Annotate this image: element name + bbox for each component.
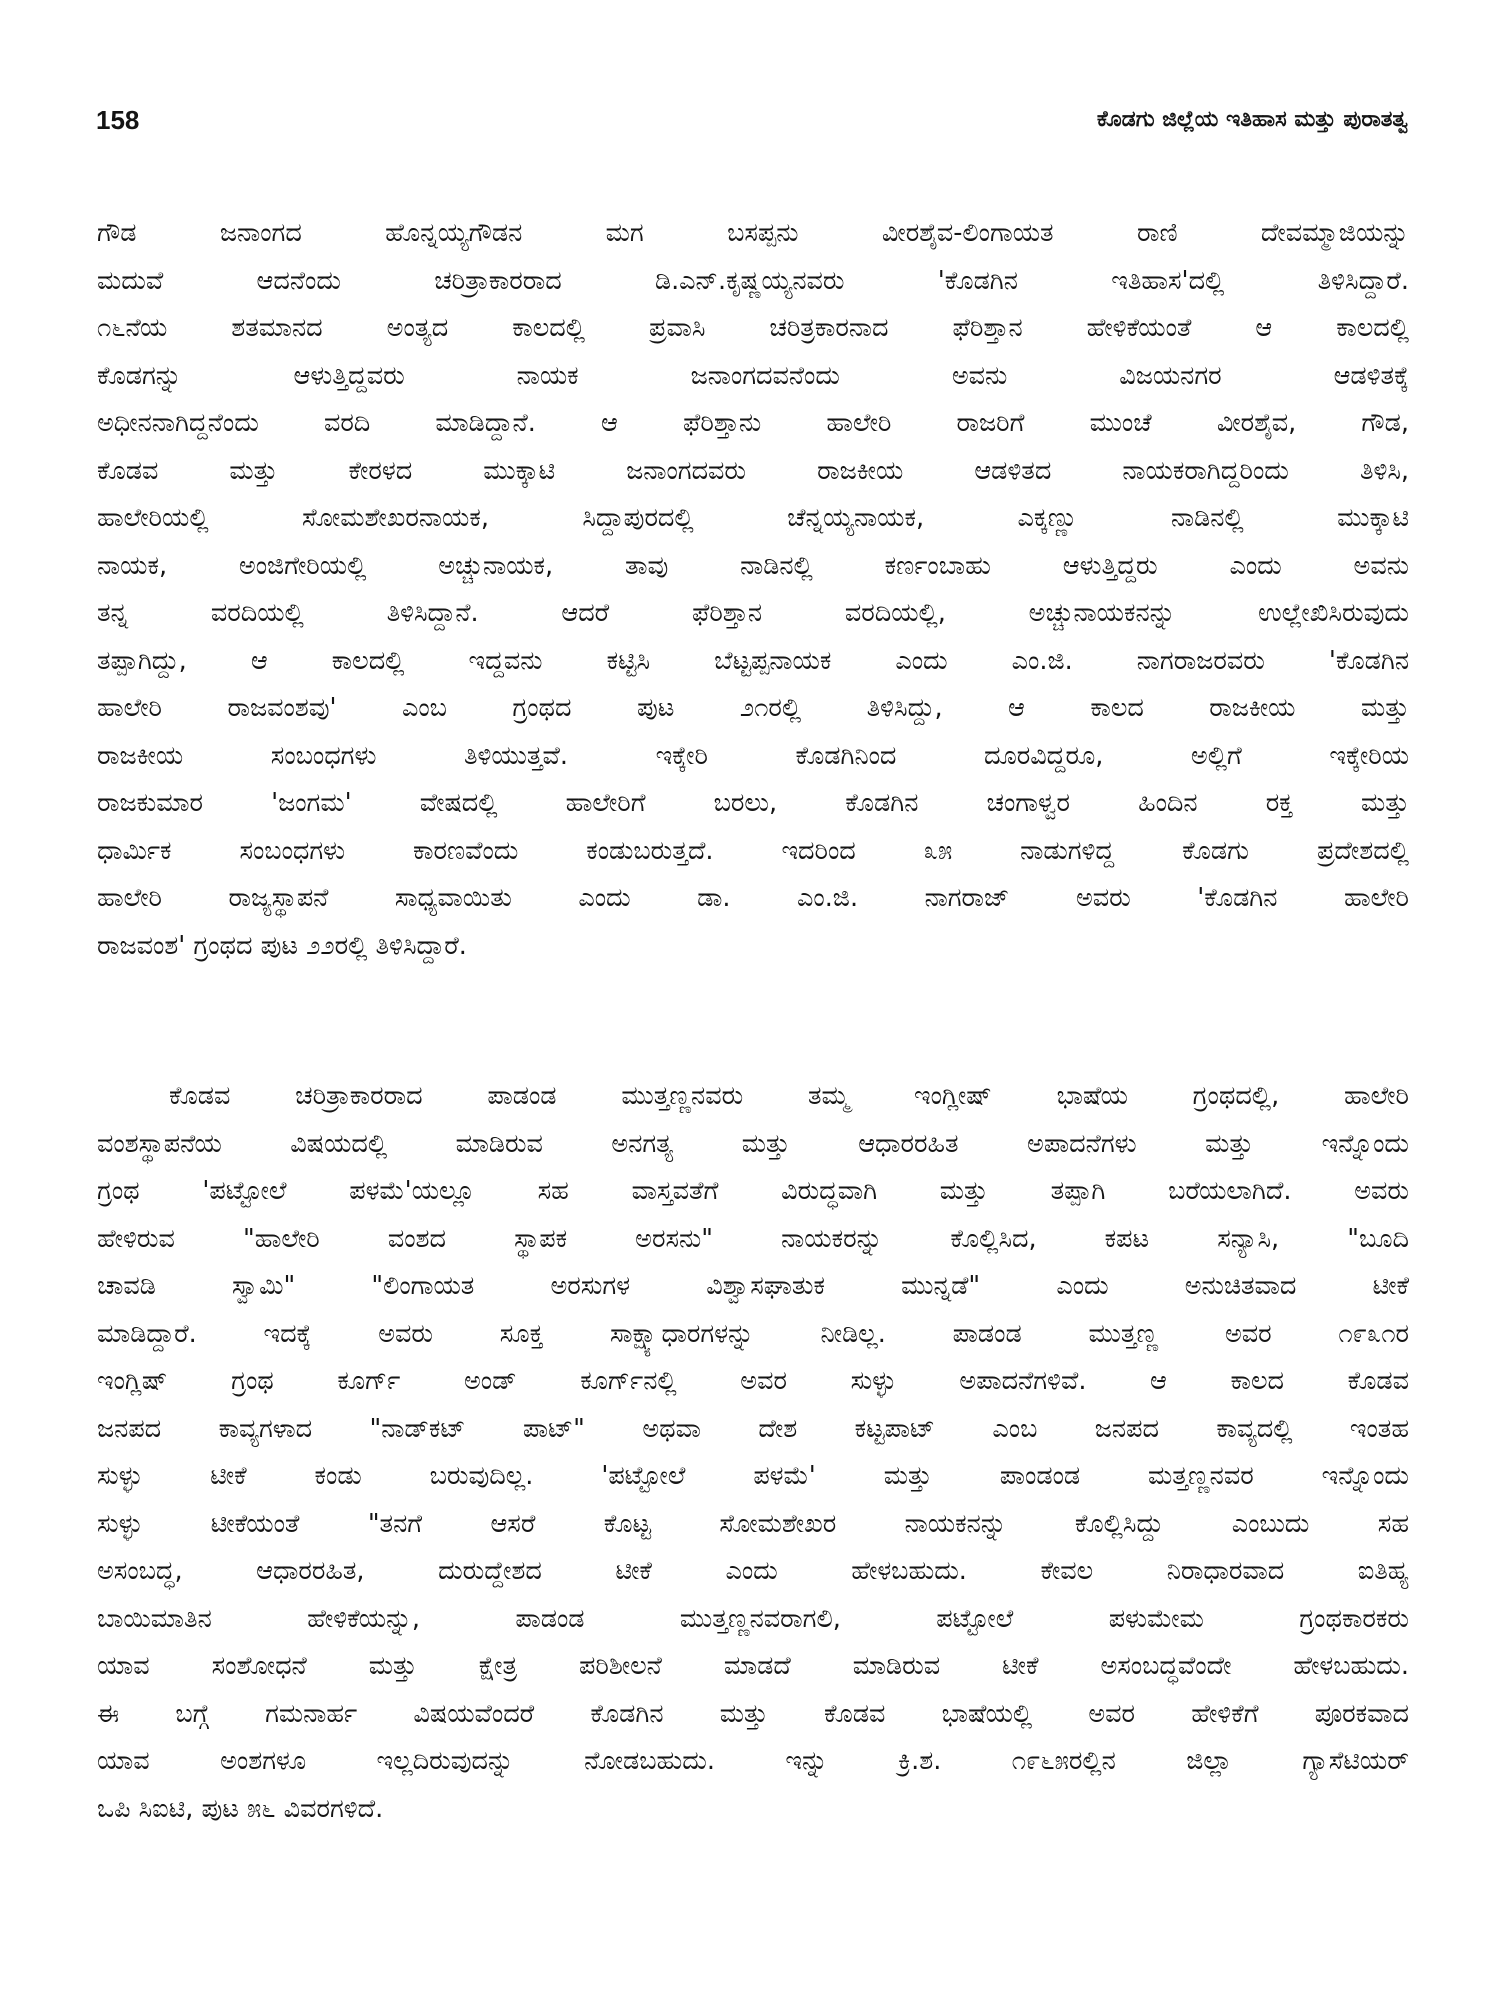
text-line: ಈ ಬಗ್ಗೆ ಗಮನಾರ್ಹ ವಿಷಯವೆಂದರೆ ಕೊಡಗಿನ ಮತ್ತು ಕೊಡವ ಭಾಷೆಯಲ್ಲಿ ಅವರ ಹೇಳಿಕೆಗೆ ಪೂರಕವಾದ	[97, 1698, 1409, 1729]
text-line: ಚಾವಡಿ ಸ್ವಾಮಿ" "ಲಿಂಗಾಯತ ಅರಸುಗಳ ವಿಶ್ವಾಸಘಾತುಕ ಮುನ್ನಡೆ" ಎಂದು ಅನುಚಿತವಾದ ಟೀಕೆ	[97, 1271, 1409, 1301]
text-line: ಮದುವೆ ಆದನೆಂದು ಚರಿತ್ರಾಕಾರರಾದ ಡಿ.ಎನ್.ಕೃಷ್ಣಯ್ಯನವರು 'ಕೊಡಗಿನ ಇತಿಹಾಸ'ದಲ್ಲಿ ತಿಳಿಸಿದ್ದಾರೆ.	[97, 265, 1409, 296]
text-line: ಒಪಿ ಸಿಐಟಿ, ಪುಟ ೫೬ ವಿವರಗಳಿದೆ.	[97, 1793, 384, 1824]
text-line: ಇಂಗ್ಲಿಷ್ ಗ್ರಂಥ ಕೂರ್ಗ್ ಅಂಡ್ ಕೂರ್ಗ್‌ನಲ್ಲಿ ಅವರ ಸುಳ್ಳು ಅಪಾದನೆಗಳಿವೆ. ಆ ಕಾಲದ ಕೊಡವ	[97, 1366, 1409, 1396]
text-line: ಸುಳ್ಳು ಟೀಕೆಯಂತೆ "ತನಗೆ ಆಸರೆ ಕೊಟ್ಟ ಸೋಮಶೇಖರ ನಾಯಕನನ್ನು ಕೊಲ್ಲಿಸಿದ್ದು ಎಂಬುದು ಸಹ	[97, 1508, 1409, 1539]
text-line: ಹಾಲೇರಿಯಲ್ಲಿ ಸೋಮಶೇಖರನಾಯಕ, ಸಿದ್ದಾಪುರದಲ್ಲಿ ಚೆನ್ನಯ್ಯನಾಯಕ, ಎಕ್ಕಣ್ಣು ನಾಡಿನಲ್ಲಿ ಮುಕ್ಕಾಟಿ	[97, 503, 1409, 533]
text-line: ಹಾಲೇರಿ ರಾಜವಂಶವು' ಎಂಬ ಗ್ರಂಥದ ಪುಟ ೨೧ರಲ್ಲಿ ತಿಳಿಸಿದ್ದು, ಆ ಕಾಲದ ರಾಜಕೀಯ ಮತ್ತು	[97, 693, 1409, 723]
text-line: ರಾಜಕುಮಾರ 'ಜಂಗಮ' ವೇಷದಲ್ಲಿ ಹಾಲೇರಿಗೆ ಬರಲು, ಕೊಡಗಿನ ಚಂಗಾಳ್ವರ ಹಿಂದಿನ ರಕ್ತ ಮತ್ತು	[97, 788, 1409, 818]
text-line: ಕೊಡವ ಚರಿತ್ರಾಕಾರರಾದ ಪಾಡಂಡ ಮುತ್ತಣ್ಣನವರು ತಮ್ಮ ಇಂಗ್ಲೀಷ್ ಭಾಷೆಯ ಗ್ರಂಥದಲ್ಲಿ, ಹಾಲೇರಿ	[169, 1081, 1409, 1111]
text-line: ತನ್ನ ವರದಿಯಲ್ಲಿ ತಿಳಿಸಿದ್ದಾನೆ. ಆದರೆ ಫೆರಿಶ್ತಾನ ವರದಿಯಲ್ಲಿ, ಅಚ್ಚುನಾಯಕನನ್ನು ಉಲ್ಲೇಖಿಸಿರುವುದು	[97, 598, 1409, 628]
running-header	[96, 104, 1408, 148]
text-line: ಸುಳ್ಳು ಟೀಕೆ ಕಂಡು ಬರುವುದಿಲ್ಲ. 'ಪಟ್ಟೋಲೆ ಪಳಮೆ' ಮತ್ತು ಪಾಂಡಂಡ ಮತ್ತಣ್ಣನವರ ಇನ್ನೊಂದು	[97, 1461, 1409, 1491]
text-line: ಗೌಡ ಜನಾಂಗದ ಹೊನ್ನಯ್ಯಗೌಡನ ಮಗ ಬಸಪ್ಪನು ವೀರಶೈವ-ಲಿಂಗಾಯತ ರಾಣಿ ದೇವಮ್ಮಾಜಿಯನ್ನು	[97, 218, 1409, 248]
text-line: ಹೇಳಿರುವ "ಹಾಲೇರಿ ವಂಶದ ಸ್ಥಾಪಕ ಅರಸನು" ನಾಯಕರನ್ನು ಕೊಲ್ಲಿಸಿದ, ಕಪಟ ಸನ್ಯಾಸಿ, "ಬೂದಿ	[97, 1223, 1409, 1254]
book-title: ಕೊಡಗು ಜಿಲ್ಲೆಯ ಇತಿಹಾಸ ಮತ್ತು ಪುರಾತತ್ವ	[1096, 107, 1408, 132]
page-number: 158	[96, 105, 140, 135]
paragraph-2	[97, 1073, 1409, 1833]
text-line: ೧೬ನೆಯ ಶತಮಾನದ ಅಂತ್ಯದ ಕಾಲದಲ್ಲಿ ಪ್ರವಾಸಿ ಚರಿತ್ರಕಾರನಾದ ಫೆರಿಶ್ತಾನ ಹೇಳಿಕೆಯಂತೆ ಆ ಕಾಲದಲ್ಲಿ	[97, 313, 1409, 343]
text-line: ಹಾಲೇರಿ ರಾಜ್ಯಸ್ಥಾಪನೆ ಸಾಧ್ಯವಾಯಿತು ಎಂದು ಡಾ. ಎಂ.ಜಿ. ನಾಗರಾಜ್ ಅವರು 'ಕೊಡಗಿನ ಹಾಲೇರಿ	[97, 883, 1409, 913]
text-line: ನಾಯಕ, ಅಂಜಿಗೇರಿಯಲ್ಲಿ ಅಚ್ಚುನಾಯಕ, ತಾವು ನಾಡಿನಲ್ಲಿ ಕರ್ಣಂಬಾಹು ಆಳುತ್ತಿದ್ದರು ಎಂದು ಅವನು	[97, 550, 1409, 581]
text-line: ಜನಪದ ಕಾವ್ಯಗಳಾದ "ನಾಡ್‌ಕಟ್ ಪಾಟ್" ಅಥವಾ ದೇಶ ಕಟ್ಟಪಾಟ್ ಎಂಬ ಜನಪದ ಕಾವ್ಯದಲ್ಲಿ ಇಂತಹ	[97, 1413, 1409, 1444]
text-line: ಕೊಡವ ಮತ್ತು ಕೇರಳದ ಮುಕ್ಕಾಟಿ ಜನಾಂಗದವರು ರಾಜಕೀಯ ಆಡಳಿತದ ನಾಯಕರಾಗಿದ್ದರಿಂದು ತಿಳಿಸಿ,	[97, 455, 1409, 486]
text-line: ಮಾಡಿದ್ದಾರೆ. ಇದಕ್ಕೆ ಅವರು ಸೂಕ್ತ ಸಾಕ್ಷ್ಯಾಧಾರಗಳನ್ನು ನೀಡಿಲ್ಲ. ಪಾಡಂಡ ಮುತ್ತಣ್ಣ ಅವರ ೧೯೩೧ರ	[97, 1318, 1409, 1349]
text-line: ರಾಜಕೀಯ ಸಂಬಂಧಗಳು ತಿಳಿಯುತ್ತವೆ. ಇಕ್ಕೇರಿ ಕೊಡಗಿನಿಂದ ದೂರವಿದ್ದರೂ, ಅಲ್ಲಿಗೆ ಇಕ್ಕೇರಿಯ	[97, 740, 1409, 771]
text-line: ಬಾಯಿಮಾತಿನ ಹೇಳಿಕೆಯನ್ನು, ಪಾಡಂಡ ಮುತ್ತಣ್ಣನವರಾಗಲಿ, ಪಟ್ಟೋಲೆ ಪಳುಮೇಮ ಗ್ರಂಥಕಾರಕರು	[97, 1603, 1409, 1634]
text-line: ಕೊಡಗನ್ನು ಆಳುತ್ತಿದ್ದವರು ನಾಯಕ ಜನಾಂಗದವನೆಂದು ಅವನು ವಿಜಯನಗರ ಆಡಳಿತಕ್ಕೆ	[97, 360, 1409, 391]
text-line: ಯಾವ ಸಂಶೋಧನೆ ಮತ್ತು ಕ್ಷೇತ್ರ ಪರಿಶೀಲನೆ ಮಾಡದೆ ಮಾಡಿರುವ ಟೀಕೆ ಅಸಂಬದ್ಧವೆಂದೇ ಹೇಳಬಹುದು.	[97, 1651, 1409, 1681]
text-line: ಅಧೀನನಾಗಿದ್ದನೆಂದು ವರದಿ ಮಾಡಿದ್ದಾನೆ. ಆ ಫೆರಿಶ್ತಾನು ಹಾಲೇರಿ ರಾಜರಿಗೆ ಮುಂಚೆ ವೀರಶೈವ, ಗೌಡ,	[97, 408, 1409, 438]
text-line: ಧಾರ್ಮಿಕ ಸಂಬಂಧಗಳು ಕಾರಣವೆಂದು ಕಂಡುಬರುತ್ತದೆ. ಇದರಿಂದ ೩೫ ನಾಡುಗಳಿದ್ದ ಕೊಡಗು ಪ್ರದೇಶದಲ್ಲಿ	[97, 835, 1409, 866]
paragraph-1	[97, 210, 1409, 970]
text-line: ಯಾವ ಅಂಶಗಳೂ ಇಲ್ಲದಿರುವುದನ್ನು ನೋಡಬಹುದು. ಇನ್ನು ಕ್ರಿ.ಶ. ೧೯೬೫ರಲ್ಲಿನ ಜಿಲ್ಲಾ ಗ್ಯಾಸೆಟಿಯರ್	[97, 1746, 1409, 1776]
text-line: ಗ್ರಂಥ 'ಪಟ್ಟೋಲೆ ಪಳಮೆ'ಯಲ್ಲೂ ಸಹ ವಾಸ್ತವತೆಗೆ ವಿರುದ್ಧವಾಗಿ ಮತ್ತು ತಪ್ಪಾಗಿ ಬರೆಯಲಾಗಿದೆ. ಅವರು	[97, 1176, 1409, 1206]
text-line: ವಂಶಸ್ಥಾಪನೆಯ ವಿಷಯದಲ್ಲಿ ಮಾಡಿರುವ ಅನಗತ್ಯ ಮತ್ತು ಆಧಾರರಹಿತ ಅಪಾದನೆಗಳು ಮತ್ತು ಇನ್ನೊಂದು	[97, 1128, 1409, 1159]
text-line: ರಾಜವಂಶ' ಗ್ರಂಥದ ಪುಟ ೨೨ರಲ್ಲಿ ತಿಳಿಸಿದ್ದಾರೆ.	[97, 930, 467, 961]
text-line: ಅಸಂಬದ್ಧ, ಆಧಾರರಹಿತ, ದುರುದ್ದೇಶದ ಟೀಕೆ ಎಂದು ಹೇಳಬಹುದು. ಕೇವಲ ನಿರಾಧಾರವಾದ ಐತಿಹ್ಯ	[97, 1556, 1409, 1586]
text-line: ತಪ್ಪಾಗಿದ್ದು, ಆ ಕಾಲದಲ್ಲಿ ಇದ್ದವನು ಕಟ್ಟಿಸಿ ಬೆಟ್ಟಪ್ಪನಾಯಕ ಎಂದು ಎಂ.ಜಿ. ನಾಗರಾಜರವರು 'ಕೊಡಗಿನ	[97, 645, 1409, 676]
